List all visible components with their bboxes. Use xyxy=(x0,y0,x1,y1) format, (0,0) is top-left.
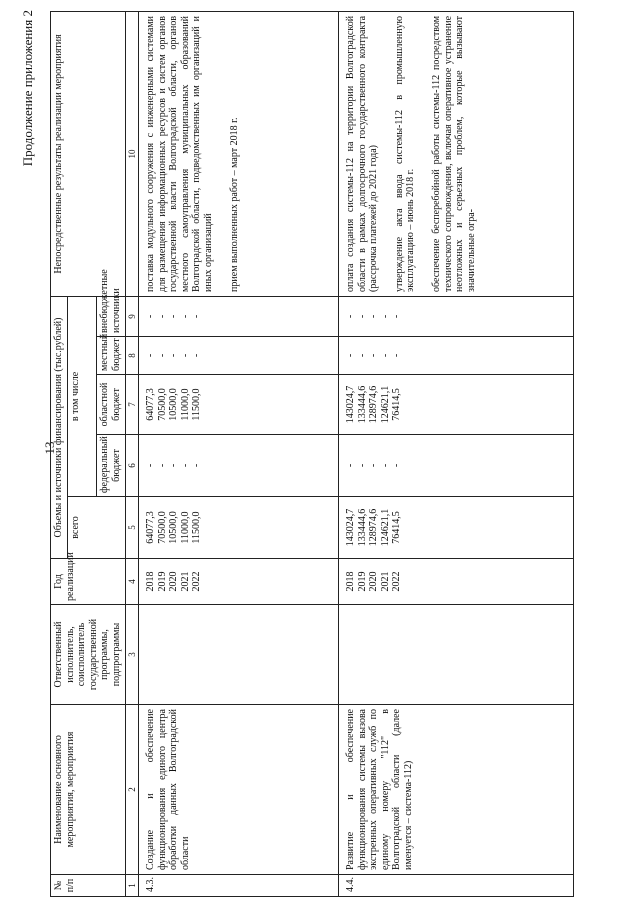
federal-value: - xyxy=(168,463,180,468)
program-table xyxy=(50,11,574,897)
header-incl: в том числе xyxy=(67,296,97,496)
regional-value: 64077,3 xyxy=(145,388,156,421)
regional-value: 124621,1 xyxy=(379,385,391,424)
row-extra xyxy=(139,296,339,336)
result-text: поставка модульного сооружения с инженерными системами для размещения информационных ресурсов и систем органов государственной власти Волгоградской области, органов местного самоуправления муниципальных образований Волгоградской области, подведомственных им организаций и иных организаций xyxy=(145,15,214,292)
row-regional xyxy=(339,375,574,435)
table-row xyxy=(339,11,574,896)
local-value: - xyxy=(145,353,156,358)
year-value: 2018 xyxy=(145,571,156,592)
year-value: 2020 xyxy=(368,571,380,592)
col-index: 10 xyxy=(125,11,138,296)
regional-value: 70500,0 xyxy=(156,388,168,421)
header-num: № п/п xyxy=(51,875,126,897)
regional-value: 143024,7 xyxy=(345,385,356,424)
local-value: - xyxy=(191,353,203,358)
extra-value: - xyxy=(379,314,391,319)
total-value: 128974,6 xyxy=(368,508,380,547)
year-value: 2021 xyxy=(379,571,391,592)
header-regional: областной бюджет xyxy=(97,375,125,435)
row-results xyxy=(339,11,574,296)
extra-value: - xyxy=(356,314,368,319)
col-index: 5 xyxy=(125,497,138,559)
row-total xyxy=(139,497,339,559)
row-local xyxy=(139,337,339,375)
row-num: 4.4. xyxy=(339,875,574,897)
row-local xyxy=(339,337,574,375)
col-index: 8 xyxy=(125,337,138,375)
col-index: 2 xyxy=(125,705,138,875)
federal-value: - xyxy=(391,463,403,468)
year-value: 2019 xyxy=(356,571,368,592)
header-total: всего xyxy=(67,497,125,559)
regional-value: 11500,0 xyxy=(191,388,203,421)
year-value: 2018 xyxy=(345,571,356,592)
total-value: 124621,1 xyxy=(379,508,391,547)
local-value: - xyxy=(156,353,168,358)
row-federal xyxy=(339,435,574,497)
result-text: обеспечение бесперебойной работы системы-112 посредством технического сопровождения, включая оперативное устранение неотложных и серьезных проблем, которые вызывают значительные огра- xyxy=(430,15,477,292)
row-num: 4.3. xyxy=(139,875,339,897)
year-value: 2022 xyxy=(391,571,403,592)
total-value: 76414,5 xyxy=(391,511,403,544)
row-federal xyxy=(139,435,339,497)
row-name: Развитие и обеспечение функционирования системы вызова экстренных оперативных служб по единому номеру "112" в Волгоградской области (далее именуется – система-112) xyxy=(339,705,574,875)
regional-value: 128974,6 xyxy=(368,385,380,424)
col-index: 6 xyxy=(125,435,138,497)
row-extra xyxy=(339,296,574,336)
local-value: - xyxy=(379,353,391,358)
extra-value: - xyxy=(156,314,168,319)
extra-value: - xyxy=(191,314,203,319)
local-value: - xyxy=(179,353,191,358)
local-value: - xyxy=(368,353,380,358)
total-value: 64077,3 xyxy=(145,511,156,544)
row-total xyxy=(339,497,574,559)
header-results: Непосредственные результаты реализации мероприятия xyxy=(51,11,126,296)
row-regional xyxy=(139,375,339,435)
row-name: Создание и обеспечение функционирования единого центра обработки данных Волгоградской области xyxy=(139,705,339,875)
row-years xyxy=(339,559,574,605)
federal-value: - xyxy=(179,463,191,468)
table-row xyxy=(139,11,339,896)
year-value: 2020 xyxy=(168,571,180,592)
col-index: 3 xyxy=(125,605,138,705)
total-value: 11000,0 xyxy=(179,511,191,544)
total-value: 10500,0 xyxy=(168,511,180,544)
federal-value: - xyxy=(345,463,356,468)
header-extra: внебюджетные источники xyxy=(97,296,125,336)
column-index-row xyxy=(125,11,138,896)
header-local: местный бюджет xyxy=(97,337,125,375)
total-value: 70500,0 xyxy=(156,511,168,544)
appendix-title: Продолжение приложения 2 xyxy=(20,10,35,167)
year-value: 2022 xyxy=(191,571,203,592)
total-value: 133444,6 xyxy=(356,508,368,547)
page-number: 13 xyxy=(42,441,57,455)
local-value: - xyxy=(391,353,403,358)
col-index: 7 xyxy=(125,375,138,435)
local-value: - xyxy=(168,353,180,358)
total-value: 143024,7 xyxy=(345,508,356,547)
header-executor: Ответственный исполнитель, соисполнитель государственной программы, подпрограммы xyxy=(51,605,126,705)
regional-value: 11000,0 xyxy=(179,388,191,421)
local-value: - xyxy=(356,353,368,358)
col-index: 9 xyxy=(125,296,138,336)
header-funding: Объемы и источники финансирования (тыс.рублей) xyxy=(51,296,68,558)
result-text: утверждение акта ввода системы-112 в промышленную эксплуатацию – июнь 2018 г. xyxy=(393,15,417,292)
federal-value: - xyxy=(379,463,391,468)
row-results xyxy=(139,11,339,296)
total-value: 11500,0 xyxy=(191,511,203,544)
col-index: 4 xyxy=(125,559,138,605)
federal-value: - xyxy=(368,463,380,468)
row-years xyxy=(139,559,339,605)
header-year: Год реализации xyxy=(51,559,126,605)
local-value: - xyxy=(345,353,356,358)
extra-value: - xyxy=(179,314,191,319)
result-text: оплата создания системы-112 на территории Волгоградской области в рамках долгосрочного государственного контракта (рассрочка платежей до 2021 года) xyxy=(345,15,380,292)
regional-value: 133444,6 xyxy=(356,385,368,424)
federal-value: - xyxy=(356,463,368,468)
extra-value: - xyxy=(368,314,380,319)
extra-value: - xyxy=(345,314,356,319)
federal-value: - xyxy=(145,463,156,468)
row-executor xyxy=(139,605,339,705)
row-executor xyxy=(339,605,574,705)
year-value: 2021 xyxy=(179,571,191,592)
regional-value: 10500,0 xyxy=(168,388,180,421)
federal-value: - xyxy=(156,463,168,468)
regional-value: 76414,5 xyxy=(391,388,403,421)
col-index: 1 xyxy=(125,875,138,897)
header-federal: федеральный бюджет xyxy=(97,435,125,497)
extra-value: - xyxy=(145,314,156,319)
federal-value: - xyxy=(191,463,203,468)
header-name: Наименование основного мероприятия, мероприятия xyxy=(51,705,126,875)
result-text: прием выполненных работ – март 2018 г. xyxy=(228,117,240,292)
year-value: 2019 xyxy=(156,571,168,592)
extra-value: - xyxy=(168,314,180,319)
extra-value: - xyxy=(391,314,403,319)
